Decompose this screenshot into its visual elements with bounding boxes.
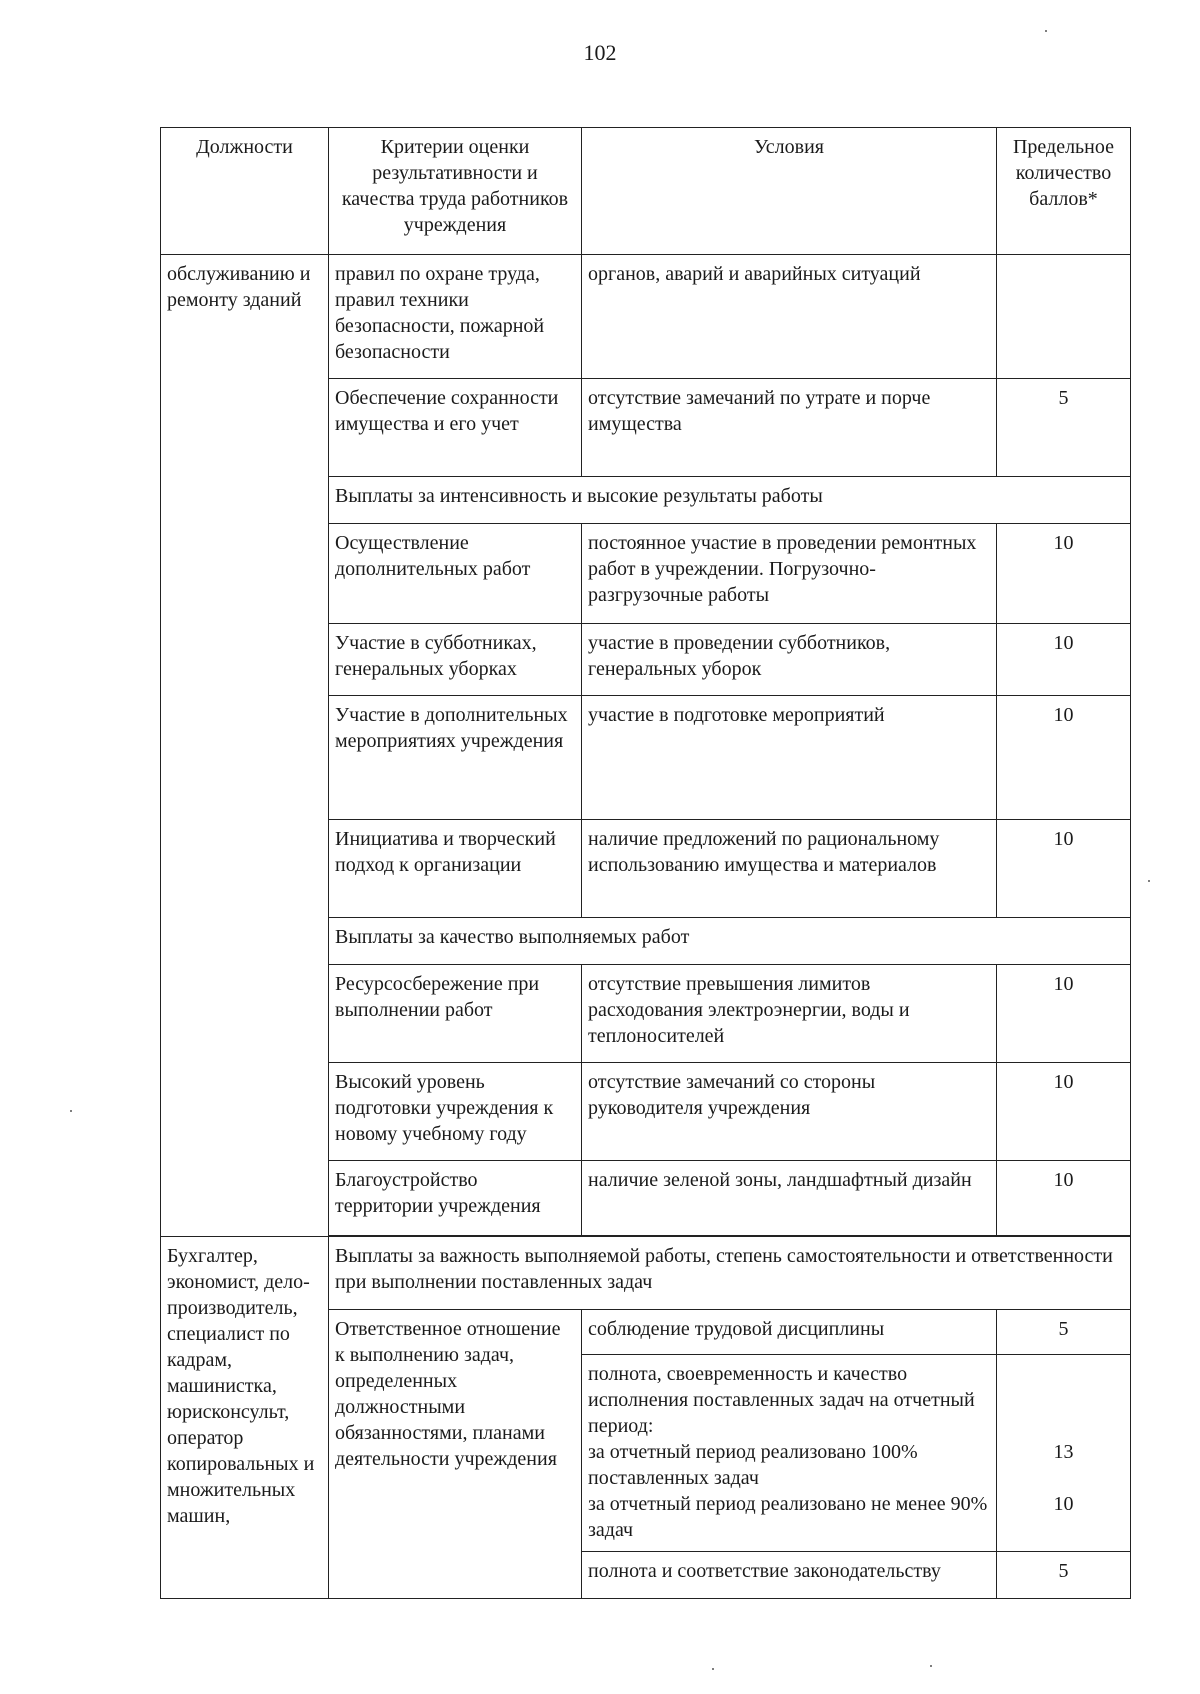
points-cell: 10 [997, 524, 1131, 624]
table-row [161, 255, 1131, 379]
points-cell: 10 [997, 1161, 1131, 1236]
scan-speck [1148, 880, 1150, 882]
points-100: 13 [1053, 1441, 1074, 1463]
criterion-cell: правил по охране труда, правил техники безопасности, пожарной безопасности [329, 255, 582, 379]
points-cell: 5 [997, 1310, 1131, 1355]
header-positions: Должности [161, 128, 329, 255]
condition-cell: полнота и соответствие законодательству [582, 1552, 997, 1599]
condition-option-90: за отчетный период реализовано не менее 90% задач [588, 1493, 988, 1541]
condition-cell: постоянное участие в проведении ремонтных работ в учреждении. Погрузочно-разгрузочные работы [582, 524, 997, 624]
condition-option-100: за отчетный период реализовано 100% поставленных задач [588, 1441, 918, 1489]
criterion-cell: Обеспечение сохранности имущества и его учет [329, 379, 582, 477]
header-conditions: Условия [582, 128, 997, 255]
points-cell: 10 [997, 965, 1131, 1063]
criterion-cell: Ответственное отношение к выполнению задач, определенных должностными обязанностями, планами деятельности учреждения [329, 1310, 582, 1599]
points-cell: 10 [997, 696, 1131, 820]
condition-cell: отсутствие превышения лимитов расходования электроэнергии, воды и теплоносителей [582, 965, 997, 1063]
points-cell: 10 [997, 624, 1131, 696]
criterion-cell: Осуществление дополнительных работ [329, 524, 582, 624]
points-cell: 5 [997, 379, 1131, 477]
section-importance: Выплаты за важность выполняемой работы, степень самостоятельности и ответственности при выполнении поставленных задач [329, 1237, 1131, 1310]
scan-speck [1045, 30, 1047, 32]
points-cell: 10 [997, 820, 1131, 918]
position-maintenance: обслуживанию и ремонту зданий [161, 255, 329, 1237]
condition-cell: наличие зеленой зоны, ландшафтный дизайн [582, 1161, 997, 1236]
criterion-cell: Участие в дополнительных мероприятиях учреждения [329, 696, 582, 820]
criterion-cell: Ресурсосбережение при выполнении работ [329, 965, 582, 1063]
condition-cell: органов, аварий и аварийных ситуаций [582, 255, 997, 379]
position-office: Бухгалтер, экономист, дело-производитель, специалист по кадрам, машинистка, юрисконсульт, оператор копировальных и множительных машин, [161, 1237, 329, 1599]
condition-cell-multi [582, 1355, 997, 1552]
condition-cell: соблюдение трудовой дисциплины [582, 1310, 997, 1355]
criterion-cell: Инициатива и творческий подход к организации [329, 820, 582, 918]
condition-cell: участие в подготовке мероприятий [582, 696, 997, 820]
section-row [161, 1237, 1131, 1310]
scan-speck [930, 1665, 932, 1667]
points-cell [997, 255, 1131, 379]
section-intensity: Выплаты за интенсивность и высокие результаты работы [329, 477, 1131, 524]
table-header-row [161, 128, 1131, 255]
points-90: 10 [1053, 1493, 1074, 1515]
section-quality: Выплаты за качество выполняемых работ [329, 918, 1131, 965]
points-cell: 5 [997, 1552, 1131, 1599]
criteria-table [160, 127, 1131, 1599]
condition-intro: полнота, своевременность и качество исполнения поставленных задач на отчетный период: [588, 1363, 975, 1437]
scan-speck [70, 1110, 72, 1112]
criterion-cell: Участие в субботниках, генеральных уборках [329, 624, 582, 696]
page-number: 102 [583, 40, 617, 65]
condition-cell: отсутствие замечаний по утрате и порче имущества [582, 379, 997, 477]
condition-cell: участие в проведении субботников, генеральных уборок [582, 624, 997, 696]
criterion-cell: Благоустройство территории учреждения [329, 1161, 582, 1236]
header-max-points: Предельное количество баллов* [997, 128, 1131, 255]
scan-speck [712, 1668, 714, 1670]
header-criteria: Критерии оценки результативности и качества труда работников учреждения [329, 128, 582, 255]
condition-cell: отсутствие замечаний со стороны руководителя учреждения [582, 1063, 997, 1161]
points-cell: 10 [997, 1063, 1131, 1161]
criterion-cell: Высокий уровень подготовки учреждения к новому учебному году [329, 1063, 582, 1161]
condition-cell: наличие предложений по рациональному использованию имущества и материалов [582, 820, 997, 918]
points-cell-multi [997, 1355, 1131, 1552]
